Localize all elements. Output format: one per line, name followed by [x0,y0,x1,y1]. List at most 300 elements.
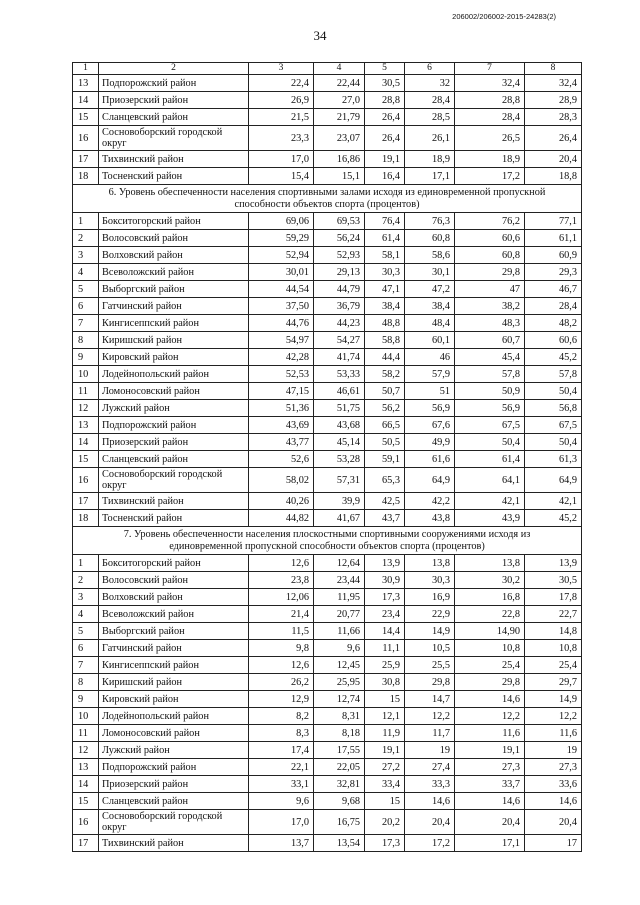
column-header: 6 [405,63,455,75]
district-name: Лужский район [99,400,249,417]
value-cell: 29,7 [525,674,582,691]
district-name: Тихвинский район [99,493,249,510]
value-cell: 53,28 [314,451,365,468]
value-cell: 14,4 [365,623,405,640]
value-cell: 44,76 [249,315,314,332]
value-cell: 12,64 [314,555,365,572]
value-cell: 19 [525,742,582,759]
value-cell: 27,4 [405,759,455,776]
value-cell: 45,2 [525,510,582,527]
district-name: Волосовский район [99,230,249,247]
value-cell: 45,14 [314,434,365,451]
table-row [73,434,582,451]
value-cell: 8,31 [314,708,365,725]
value-cell: 42,1 [455,493,525,510]
section-title: 6. Уровень обеспеченности населения спортивными залами исходя из единовременной пропускной способности объектов спорта (процентов) [73,185,582,213]
district-name: Киришский район [99,674,249,691]
value-cell: 15 [365,793,405,810]
value-cell: 20,4 [525,810,582,835]
row-number: 13 [73,417,99,434]
value-cell: 30,5 [365,75,405,92]
district-name: Кировский район [99,349,249,366]
table-row [73,835,582,852]
table-row [73,109,582,126]
row-number: 13 [73,75,99,92]
row-number: 8 [73,332,99,349]
value-cell: 12,9 [249,691,314,708]
value-cell: 60,8 [455,247,525,264]
value-cell: 23,07 [314,126,365,151]
row-number: 14 [73,434,99,451]
district-name: Тихвинский район [99,835,249,852]
value-cell: 50,5 [365,434,405,451]
value-cell: 8,18 [314,725,365,742]
table-row [73,657,582,674]
value-cell: 53,33 [314,366,365,383]
row-number: 3 [73,247,99,264]
value-cell: 25,4 [455,657,525,674]
district-name: Кировский район [99,691,249,708]
district-name: Тихвинский район [99,151,249,168]
table-row [73,332,582,349]
value-cell: 25,9 [365,657,405,674]
row-number: 5 [73,623,99,640]
value-cell: 52,93 [314,247,365,264]
district-name: Волховский район [99,589,249,606]
value-cell: 44,23 [314,315,365,332]
value-cell: 32,81 [314,776,365,793]
value-cell: 50,9 [455,383,525,400]
value-cell: 59,1 [365,451,405,468]
row-number: 17 [73,835,99,852]
value-cell: 41,74 [314,349,365,366]
column-header-row [73,63,582,75]
value-cell: 57,31 [314,468,365,493]
row-number: 14 [73,92,99,109]
value-cell: 29,8 [455,264,525,281]
table-row [73,383,582,400]
district-name: Лужский район [99,742,249,759]
table-row [73,92,582,109]
district-name: Всеволожский район [99,264,249,281]
value-cell: 41,67 [314,510,365,527]
row-number: 8 [73,674,99,691]
district-name: Волосовский район [99,572,249,589]
value-cell: 52,6 [249,451,314,468]
value-cell: 26,9 [249,92,314,109]
value-cell: 19 [405,742,455,759]
value-cell: 14,90 [455,623,525,640]
district-name: Лодейнопольский район [99,366,249,383]
row-number: 10 [73,708,99,725]
value-cell: 57,8 [455,366,525,383]
district-name: Выборгский район [99,623,249,640]
district-name: Подпорожский район [99,75,249,92]
value-cell: 37,50 [249,298,314,315]
value-cell: 60,6 [525,332,582,349]
table-row [73,810,582,835]
value-cell: 57,8 [525,366,582,383]
value-cell: 8,2 [249,708,314,725]
value-cell: 60,9 [525,247,582,264]
value-cell: 21,5 [249,109,314,126]
district-name: Гатчинский район [99,298,249,315]
value-cell: 16,8 [455,589,525,606]
value-cell: 33,4 [365,776,405,793]
district-name: Бокситогорский район [99,213,249,230]
value-cell: 12,6 [249,555,314,572]
document-id: 206002/206002-2015-24283(2) [452,12,556,21]
value-cell: 58,6 [405,247,455,264]
value-cell: 23,44 [314,572,365,589]
row-number: 9 [73,691,99,708]
column-header: 4 [314,63,365,75]
column-header: 1 [73,63,99,75]
table-row [73,151,582,168]
value-cell: 76,3 [405,213,455,230]
table-row [73,349,582,366]
value-cell: 61,6 [405,451,455,468]
row-number: 9 [73,349,99,366]
row-number: 17 [73,493,99,510]
value-cell: 11,95 [314,589,365,606]
value-cell: 13,54 [314,835,365,852]
value-cell: 61,3 [525,451,582,468]
value-cell: 64,9 [405,468,455,493]
value-cell: 17,3 [365,589,405,606]
row-number: 10 [73,366,99,383]
value-cell: 69,53 [314,213,365,230]
value-cell: 23,4 [365,606,405,623]
value-cell: 12,2 [525,708,582,725]
value-cell: 20,4 [525,151,582,168]
value-cell: 11,6 [525,725,582,742]
table-row [73,247,582,264]
value-cell: 32,4 [455,75,525,92]
row-number: 16 [73,126,99,151]
value-cell: 14,6 [455,691,525,708]
value-cell: 14,9 [405,623,455,640]
district-name: Кингисеппский район [99,657,249,674]
value-cell: 45,2 [525,349,582,366]
column-header: 2 [99,63,249,75]
value-cell: 47 [455,281,525,298]
value-cell: 27,3 [455,759,525,776]
value-cell: 13,8 [455,555,525,572]
value-cell: 15,4 [249,168,314,185]
value-cell: 58,02 [249,468,314,493]
value-cell: 30,3 [405,572,455,589]
value-cell: 21,4 [249,606,314,623]
value-cell: 44,79 [314,281,365,298]
value-cell: 43,77 [249,434,314,451]
row-number: 16 [73,468,99,493]
table-row [73,572,582,589]
indicator-table [72,62,582,852]
district-name: Сланцевский район [99,109,249,126]
table-row [73,468,582,493]
value-cell: 44,4 [365,349,405,366]
row-number: 12 [73,400,99,417]
value-cell: 40,26 [249,493,314,510]
table-row [73,168,582,185]
value-cell: 13,7 [249,835,314,852]
table-row [73,493,582,510]
value-cell: 11,6 [455,725,525,742]
value-cell: 27,0 [314,92,365,109]
value-cell: 16,4 [365,168,405,185]
district-name: Ломоносовский район [99,725,249,742]
value-cell: 42,5 [365,493,405,510]
value-cell: 26,5 [455,126,525,151]
value-cell: 14,6 [455,793,525,810]
row-number: 4 [73,264,99,281]
value-cell: 22,9 [405,606,455,623]
table-row [73,264,582,281]
value-cell: 18,8 [525,168,582,185]
row-number: 18 [73,168,99,185]
value-cell: 25,4 [525,657,582,674]
value-cell: 11,9 [365,725,405,742]
district-name: Ломоносовский район [99,383,249,400]
table-row [73,366,582,383]
table-row [73,742,582,759]
value-cell: 50,4 [455,434,525,451]
value-cell: 16,75 [314,810,365,835]
district-name: Лодейнопольский район [99,708,249,725]
row-number: 6 [73,298,99,315]
value-cell: 26,2 [249,674,314,691]
value-cell: 61,1 [525,230,582,247]
value-cell: 44,82 [249,510,314,527]
district-name: Тосненский район [99,510,249,527]
value-cell: 9,8 [249,640,314,657]
value-cell: 14,6 [405,793,455,810]
value-cell: 17,1 [455,835,525,852]
table-row [73,640,582,657]
value-cell: 38,4 [365,298,405,315]
value-cell: 29,8 [405,674,455,691]
table-row [73,417,582,434]
value-cell: 64,1 [455,468,525,493]
value-cell: 66,5 [365,417,405,434]
value-cell: 47,15 [249,383,314,400]
district-name: Сосновоборский городской округ [99,126,249,151]
section-title: 7. Уровень обеспеченности населения плоскостными спортивными сооружениями исходя из единовременной пропускной способности объектов спорта (процентов) [73,527,582,555]
value-cell: 51,36 [249,400,314,417]
value-cell: 15 [365,691,405,708]
value-cell: 25,95 [314,674,365,691]
value-cell: 30,3 [365,264,405,281]
value-cell: 69,06 [249,213,314,230]
table-row [73,315,582,332]
table-body [73,63,582,852]
value-cell: 33,3 [405,776,455,793]
value-cell: 57,9 [405,366,455,383]
value-cell: 45,4 [455,349,525,366]
district-name: Сланцевский район [99,451,249,468]
value-cell: 12,74 [314,691,365,708]
table-row [73,691,582,708]
value-cell: 28,4 [455,109,525,126]
table-row [73,400,582,417]
value-cell: 30,2 [455,572,525,589]
value-cell: 29,8 [455,674,525,691]
value-cell: 28,8 [455,92,525,109]
value-cell: 30,8 [365,674,405,691]
value-cell: 22,7 [525,606,582,623]
value-cell: 44,54 [249,281,314,298]
value-cell: 21,79 [314,109,365,126]
district-name: Подпорожский район [99,417,249,434]
value-cell: 17,8 [525,589,582,606]
table-row [73,708,582,725]
row-number: 15 [73,451,99,468]
row-number: 1 [73,555,99,572]
value-cell: 65,3 [365,468,405,493]
value-cell: 60,7 [455,332,525,349]
value-cell: 17,1 [405,168,455,185]
value-cell: 19,1 [455,742,525,759]
table-row [73,281,582,298]
row-number: 7 [73,657,99,674]
page-number: 34 [313,28,327,43]
value-cell: 76,2 [455,213,525,230]
value-cell: 12,6 [249,657,314,674]
value-cell: 28,4 [525,298,582,315]
value-cell: 47,2 [405,281,455,298]
value-cell: 26,4 [365,126,405,151]
value-cell: 46 [405,349,455,366]
value-cell: 56,2 [365,400,405,417]
value-cell: 58,8 [365,332,405,349]
value-cell: 17,2 [405,835,455,852]
value-cell: 20,4 [455,810,525,835]
row-number: 15 [73,793,99,810]
value-cell: 9,6 [249,793,314,810]
value-cell: 76,4 [365,213,405,230]
value-cell: 26,4 [365,109,405,126]
row-number: 14 [73,776,99,793]
section-title-row [73,527,582,555]
row-number: 2 [73,230,99,247]
value-cell: 50,4 [525,383,582,400]
value-cell: 29,13 [314,264,365,281]
value-cell: 20,77 [314,606,365,623]
row-number: 7 [73,315,99,332]
value-cell: 14,8 [525,623,582,640]
value-cell: 50,4 [525,434,582,451]
value-cell: 38,2 [455,298,525,315]
row-number: 11 [73,383,99,400]
column-header: 3 [249,63,314,75]
value-cell: 11,66 [314,623,365,640]
value-cell: 16,86 [314,151,365,168]
row-number: 12 [73,742,99,759]
value-cell: 18,9 [455,151,525,168]
value-cell: 12,2 [455,708,525,725]
value-cell: 61,4 [365,230,405,247]
value-cell: 51,75 [314,400,365,417]
district-name: Сосновоборский городской округ [99,810,249,835]
value-cell: 11,1 [365,640,405,657]
value-cell: 19,1 [365,742,405,759]
table-row [73,759,582,776]
district-name: Волховский район [99,247,249,264]
value-cell: 12,06 [249,589,314,606]
value-cell: 54,97 [249,332,314,349]
table-row [73,555,582,572]
value-cell: 15,1 [314,168,365,185]
value-cell: 20,2 [365,810,405,835]
value-cell: 17,0 [249,151,314,168]
value-cell: 43,69 [249,417,314,434]
value-cell: 58,2 [365,366,405,383]
value-cell: 22,05 [314,759,365,776]
value-cell: 16,9 [405,589,455,606]
value-cell: 17 [525,835,582,852]
table-row [73,230,582,247]
value-cell: 17,0 [249,810,314,835]
table-row [73,793,582,810]
column-header: 8 [525,63,582,75]
value-cell: 26,4 [525,126,582,151]
value-cell: 11,5 [249,623,314,640]
table-row [73,298,582,315]
value-cell: 10,8 [525,640,582,657]
district-name: Тосненский район [99,168,249,185]
district-name: Подпорожский район [99,759,249,776]
value-cell: 20,4 [405,810,455,835]
value-cell: 12,45 [314,657,365,674]
value-cell: 30,1 [405,264,455,281]
value-cell: 14,6 [525,793,582,810]
value-cell: 28,5 [405,109,455,126]
value-cell: 42,1 [525,493,582,510]
value-cell: 28,8 [365,92,405,109]
value-cell: 56,24 [314,230,365,247]
district-name: Киришский район [99,332,249,349]
row-number: 11 [73,725,99,742]
row-number: 16 [73,810,99,835]
value-cell: 14,7 [405,691,455,708]
district-name: Приозерский район [99,92,249,109]
value-cell: 28,3 [525,109,582,126]
value-cell: 50,7 [365,383,405,400]
value-cell: 18,9 [405,151,455,168]
value-cell: 9,6 [314,640,365,657]
value-cell: 13,9 [525,555,582,572]
value-cell: 17,3 [365,835,405,852]
table-row [73,589,582,606]
value-cell: 52,94 [249,247,314,264]
value-cell: 56,8 [525,400,582,417]
district-name: Гатчинский район [99,640,249,657]
district-name: Приозерский район [99,434,249,451]
value-cell: 8,3 [249,725,314,742]
value-cell: 32 [405,75,455,92]
value-cell: 27,2 [365,759,405,776]
value-cell: 26,1 [405,126,455,151]
value-cell: 11,7 [405,725,455,742]
value-cell: 46,61 [314,383,365,400]
value-cell: 12,2 [405,708,455,725]
value-cell: 13,9 [365,555,405,572]
table-row [73,606,582,623]
value-cell: 64,9 [525,468,582,493]
value-cell: 28,4 [405,92,455,109]
value-cell: 47,1 [365,281,405,298]
